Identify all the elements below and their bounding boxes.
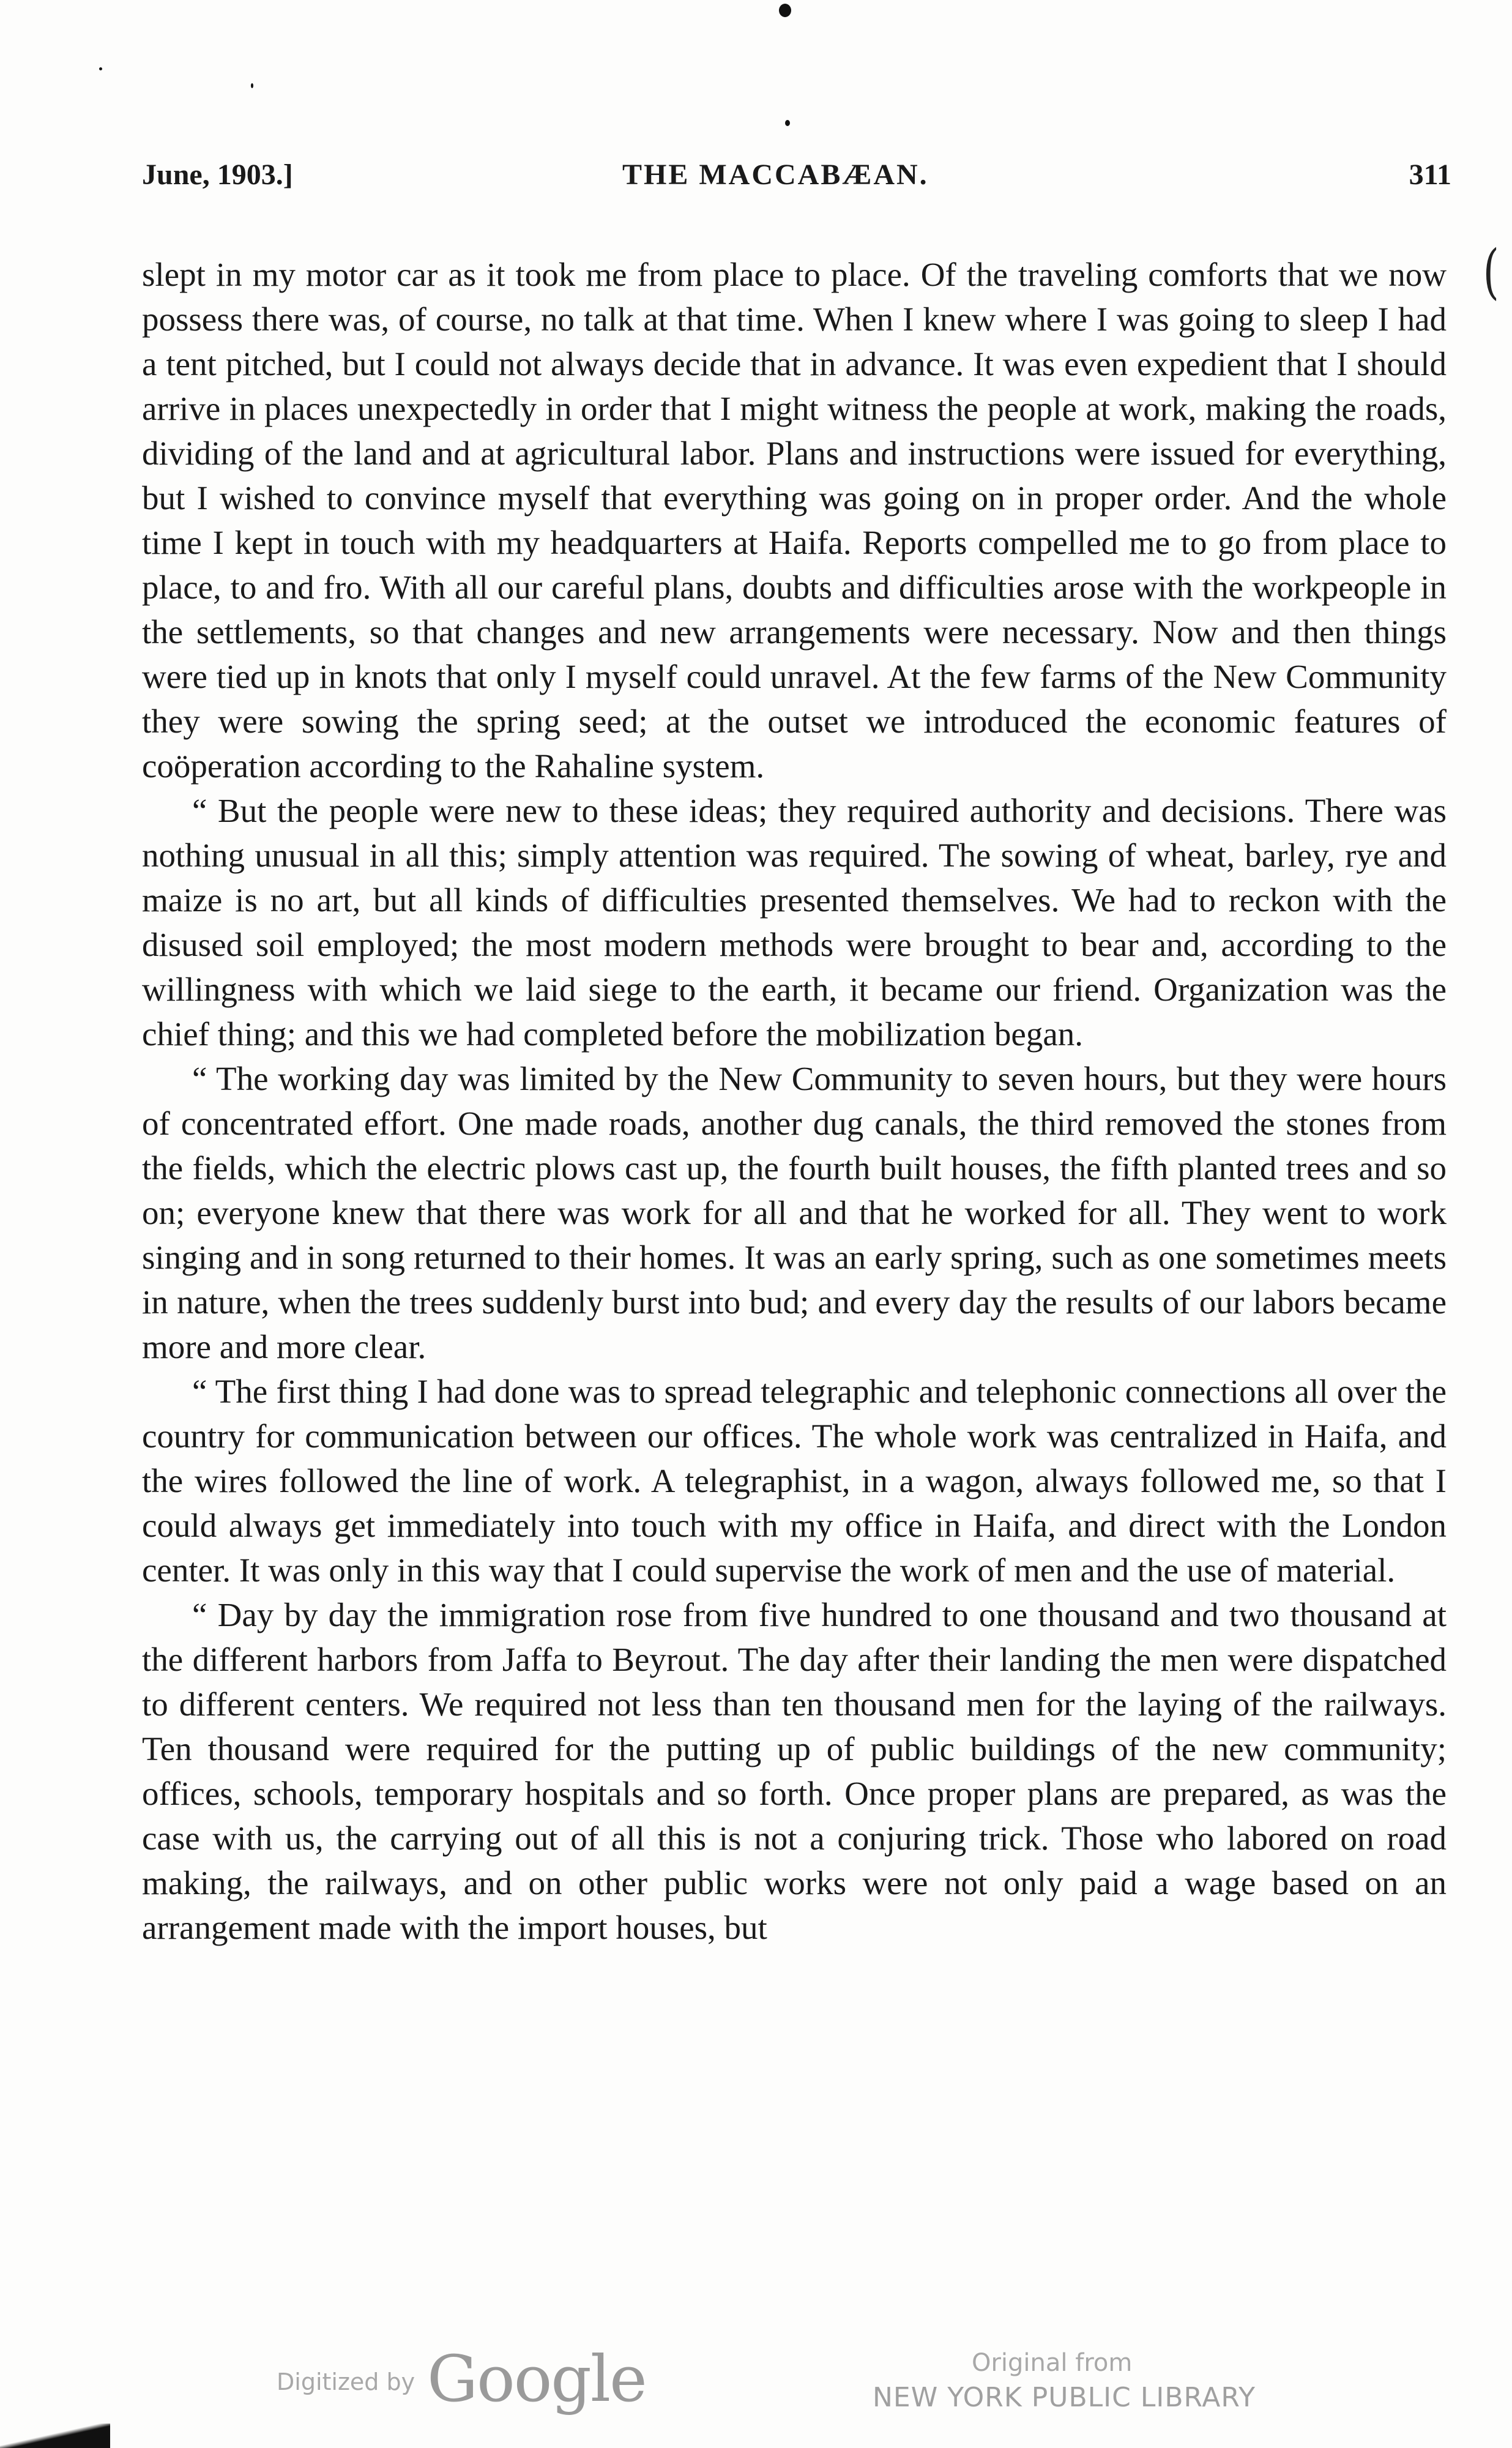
ink-speck: [99, 67, 102, 70]
ink-speck: [785, 120, 790, 126]
paragraph: “ Day by day the immigration rose from five hundred to one thousand and two thousand at the different harbors from Jaffa to Beyrout. The day after their landing the men were dispatched to different centers. We required not less than ten thousand men for the laying of the railways. Ten thousand were required for the putting up of public buildings of the new community; offices, schools, temporary hospitals and so forth. Once proper plans are prepared, as was the case with us, the carrying out of all this is not a conjuring trick. Those who labored on road making, the railways, and on other public works were not only paid a wage based on an arrangement made with the import houses, but: [142, 1596, 1447, 1946]
paragraph: slept in my motor car as it took me from place to place. Of the traveling comforts that we now possess there was, of course, no talk at that time. When I knew where I was going to sleep I had a tent pitched, but I could not always decide that in advance. It was even expedient that I should arrive in places unexpectedly in order that I might witness the people at work, making the roads, dividing of the land and at agricultural labor. Plans and instructions were issued for everything, but I wished to convince myself that everything was going on in proper order. And the whole time I kept in touch with my headquarters at Haifa. Reports compelled me to go from place to place, to and fro. With all our careful plans, doubts and difficulties arose with the workpeople in the settlements, so that changes and new arrangements were necessary. Now and then things were tied up in knots that only I myself could unravel. At the few farms of the New Community they were sowing the spring seed; at the outset we introduced the economic features of coöperation according to the Rahaline system.: [142, 256, 1447, 785]
digitized-by-label: Digitized by: [277, 2368, 415, 2395]
page-edge-shadow: [0, 2424, 110, 2448]
library-name: NEW YORK PUBLIC LIBRARY: [873, 2382, 1256, 2413]
header-date: June, 1903.]: [142, 159, 293, 191]
google-logo: Google: [427, 2342, 646, 2416]
paragraph: “ The working day was limited by the New Community to seven hours, but they were hours of concentrated effort. One made roads, another dug canals, the third removed the stones from the fields, which the electric plows cast up, the fourth built houses, the fifth planted trees and so on; everyone knew that there was work for all and that he worked for all. They went to work singing and in song returned to their homes. It was an early spring, such as one sometimes meets in nature, when the trees suddenly burst into bud; and every day the results of our labors became more and more clear.: [142, 1060, 1447, 1365]
ink-speck: [251, 83, 253, 88]
page-number: 311: [1409, 159, 1451, 191]
header-journal-title: THE MACCABÆAN.: [622, 159, 929, 191]
margin-mark: (: [1483, 237, 1499, 306]
digitization-footer: [0, 2342, 1512, 2436]
original-from-label: Original from: [972, 2349, 1133, 2377]
paragraph: “ But the people were new to these ideas; they required authority and decisions. There was nothing unusual in all this; simply attention was required. The sowing of wheat, barley, rye and maize is no art, but all kinds of difficulties presented themselves. We had to reckon with the disused soil employed; the most modern methods were brought to bear and, according to the willingness with which we laid siege to the earth, it became our friend. Organization was the chief thing; and this we had completed before the mobilization began.: [142, 792, 1447, 1053]
running-header: [142, 158, 1451, 207]
ink-speck: [779, 4, 791, 17]
body-text: [142, 252, 1447, 1950]
paragraph: “ The first thing I had done was to spread telegraphic and telephonic connections all over the country for communication between our offices. The whole work was centralized in Haifa, and the wires followed the line of work. A telegraphist, in a wagon, always followed me, so that I could always get immediately into touch with my office in Haifa, and direct with the London center. It was only in this way that I could supervise the work of men and the use of material.: [142, 1373, 1447, 1589]
